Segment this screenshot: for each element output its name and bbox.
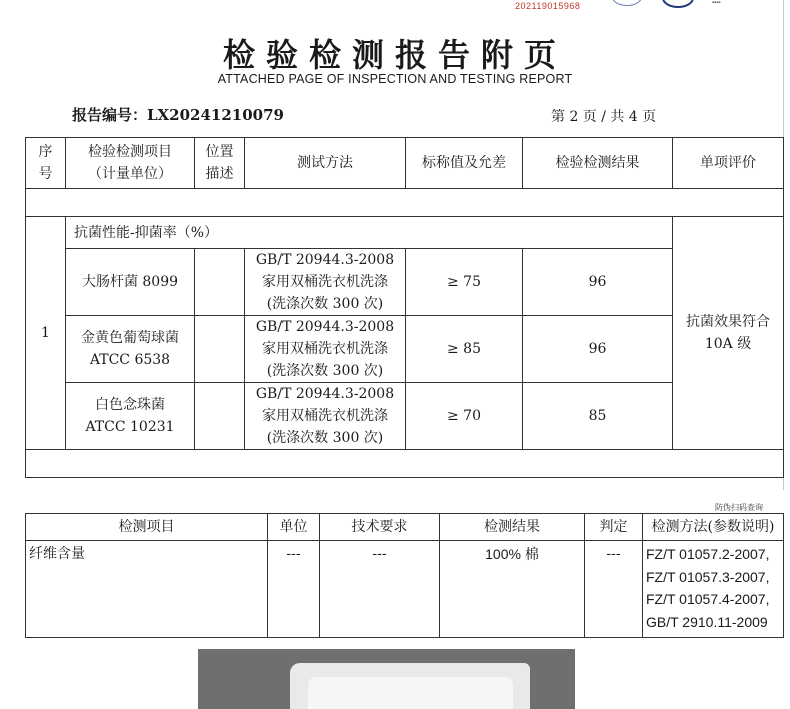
table-row <box>26 541 784 638</box>
table-header-row <box>26 514 784 541</box>
method-cell: GB/T 20944.3-2008 家用双桶洗衣机洗涤 (洗涤次数 300 次) <box>245 316 406 383</box>
page-title: 检验检测报告附页 <box>222 36 567 74</box>
evaluation-cell: 抗菌效果符合 10A 级 <box>673 217 784 450</box>
section-title: 抗菌性能-抑菌率（%） <box>66 217 673 249</box>
method-cell: GB/T 20944.3-2008 家用双桶洗衣机洗涤 (洗涤次数 300 次) <box>245 383 406 450</box>
accreditation-mark-icon: ▪▪▪▪ <box>712 0 721 6</box>
item-cell: 白色念珠菌 ATCC 10231 <box>66 383 195 450</box>
antibacterial-results-table <box>25 137 784 478</box>
seq-cell: 1 <box>26 217 66 450</box>
anti-counterfeit-note: 防伪扫码查询 <box>715 503 763 512</box>
result-cell: 96 <box>523 249 673 316</box>
page-subtitle: ATTACHED PAGE OF INSPECTION AND TESTING REPORT <box>217 72 573 86</box>
header-method: 测试方法 <box>245 138 406 189</box>
header-position: 位置 描述 <box>195 138 245 189</box>
table-row <box>26 383 784 450</box>
header-evaluation: 单项评价 <box>673 138 784 189</box>
report-number: 报告编号：LX20241210079 <box>72 106 284 124</box>
section-row <box>26 217 784 249</box>
header-requirement: 技术要求 <box>320 514 440 541</box>
header-item: 检验检测项目 （计量单位） <box>66 138 195 189</box>
standard-cell: ≥ 75 <box>406 249 523 316</box>
item-cell: 金黄色葡萄球菌 ATCC 6538 <box>66 316 195 383</box>
method-cell: FZ/T 01057.2-2007, FZ/T 01057.3-2007, FZ/T 01057.4-2007, GB/T 2910.11-2009 <box>643 541 784 638</box>
requirement-cell: --- <box>320 541 440 638</box>
position-cell <box>195 249 245 316</box>
table-row <box>26 249 784 316</box>
table-header-row <box>26 138 784 189</box>
header-standard: 标称值及允差 <box>406 138 523 189</box>
fiber-content-table <box>25 513 784 638</box>
table-row <box>26 316 784 383</box>
item-cell: 大肠杆菌 8099 <box>66 249 195 316</box>
footer-spacer-row <box>26 450 784 478</box>
spacer-row <box>26 189 784 217</box>
product-bag-highlight <box>308 677 513 709</box>
header-unit: 单位 <box>268 514 320 541</box>
header-judgment: 判定 <box>585 514 643 541</box>
standard-cell: ≥ 70 <box>406 383 523 450</box>
unit-cell: --- <box>268 541 320 638</box>
header-method: 检测方法(参数说明) <box>643 514 784 541</box>
result-cell: 85 <box>523 383 673 450</box>
result-cell: 100% 棉 <box>440 541 585 638</box>
page-number: 第 2 页 / 共 4 页 <box>551 109 657 125</box>
item-cell: 纤维含量 <box>26 541 268 638</box>
header-seq: 序 号 <box>26 138 66 189</box>
cnas-logo-icon <box>662 0 694 8</box>
header-result: 检测结果 <box>440 514 585 541</box>
product-photo <box>198 649 575 709</box>
report-serial-code: 202119015968 <box>515 1 581 11</box>
standard-cell: ≥ 85 <box>406 316 523 383</box>
result-cell: 96 <box>523 316 673 383</box>
position-cell <box>195 316 245 383</box>
position-cell <box>195 383 245 450</box>
judgment-cell: --- <box>585 541 643 638</box>
method-cell: GB/T 20944.3-2008 家用双桶洗衣机洗涤 (洗涤次数 300 次) <box>245 249 406 316</box>
accreditation-seal-icon <box>612 0 642 6</box>
header-result: 检验检测结果 <box>523 138 673 189</box>
header-test-item: 检测项目 <box>26 514 268 541</box>
